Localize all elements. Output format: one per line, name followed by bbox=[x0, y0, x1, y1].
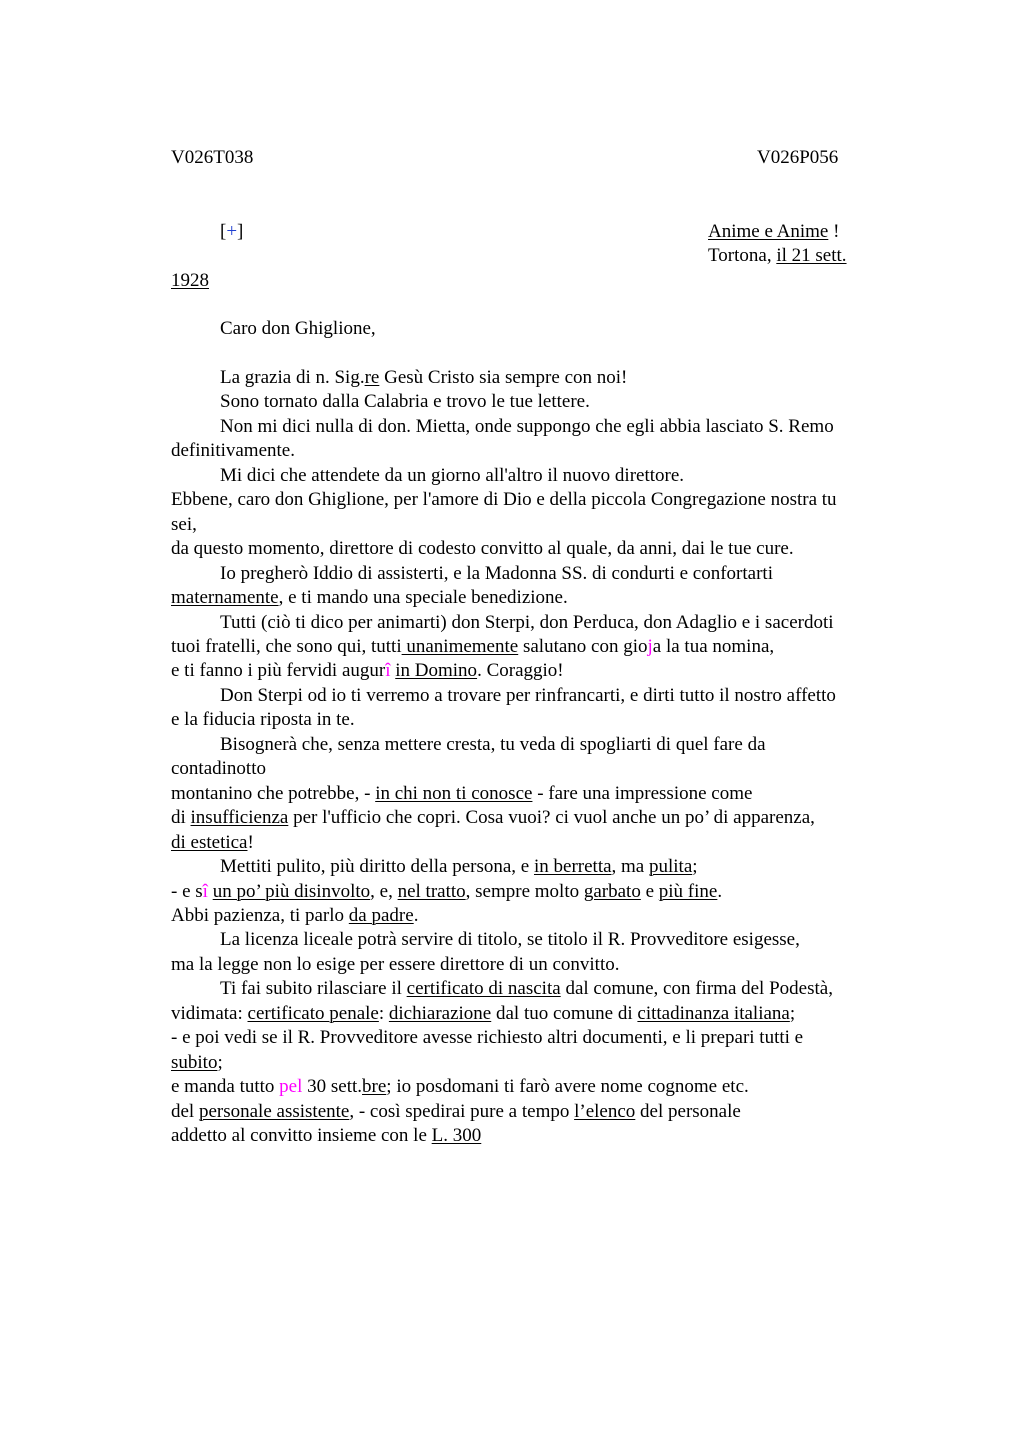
letter-title: Anime e Anime ! bbox=[708, 221, 840, 242]
body-line: montanino che potrebbe, - in chi non ti conosce - fare una impressione come bbox=[171, 782, 753, 804]
body-line: definitivamente. bbox=[171, 440, 295, 462]
letter-body bbox=[171, 366, 911, 1149]
body-line: maternamente, e ti mando una speciale benedizione. bbox=[171, 587, 568, 609]
body-line: La grazia di n. Sig.re Gesù Cristo sia sempre con noi! bbox=[220, 367, 628, 388]
body-line: addetto al convitto insieme con le L. 300 bbox=[171, 1125, 482, 1147]
body-line: Mi dici che attendete da un giorno all'altro il nuovo direttore. bbox=[220, 464, 685, 486]
body-line: Abbi pazienza, ti parlo da padre. bbox=[171, 904, 419, 926]
body-line: Ebbene, caro don Ghiglione, per l'amore di Dio e della piccola Congregazione nostra tu bbox=[171, 489, 837, 511]
document-code-right: V026P056 bbox=[757, 147, 839, 168]
body-line: La licenza liceale potrà servire di titolo, se titolo il R. Provveditore esigesse, bbox=[220, 929, 800, 951]
body-line: Bisognerà che, senza mettere cresta, tu veda di spogliarti di quel fare da bbox=[220, 733, 766, 755]
body-line: ma la legge non lo esige per essere direttore di un convitto. bbox=[171, 953, 620, 975]
body-line: di estetica! bbox=[171, 831, 254, 853]
body-line: Non mi dici nulla di don. Mietta, onde suppongo che egli abbia lasciato S. Remo bbox=[220, 415, 834, 437]
body-line: e la fiducia riposta in te. bbox=[171, 709, 355, 731]
body-line: contadinotto bbox=[171, 758, 266, 780]
body-line: Io pregherò Iddio di assisterti, e la Madonna SS. di condurti e confortarti bbox=[220, 562, 773, 584]
body-line: subito; bbox=[171, 1051, 223, 1073]
body-line: da questo momento, direttore di codesto convitto al quale, da anni, dai le tue cure. bbox=[171, 538, 794, 560]
body-line: Sono tornato dalla Calabria e trovo le tue lettere. bbox=[220, 391, 590, 413]
body-line: e ti fanno i più fervidi augurî in Domino. Coraggio! bbox=[171, 660, 564, 682]
body-line: e manda tutto pel 30 sett.bre; io posdomani ti farò avere nome cognome etc. bbox=[171, 1076, 749, 1098]
body-line: Tutti (ciò ti dico per animarti) don Sterpi, don Perduca, don Adaglio e i sacerdoti bbox=[220, 611, 834, 633]
document-code-left: V026T038 bbox=[171, 147, 254, 168]
body-line: tuoi fratelli, che sono qui, tutti unanimemente salutano con gioja la tua nomina, bbox=[171, 635, 775, 657]
letter-place-date: Tortona, il 21 sett. bbox=[708, 245, 847, 266]
body-line: del personale assistente, - così spedirai pure a tempo l’elenco del personale bbox=[171, 1100, 741, 1122]
body-line: - e poi vedi se il R. Provveditore avesse richiesto altri documenti, e li prepari tutti e bbox=[171, 1027, 804, 1049]
letter-year: 1928 bbox=[171, 270, 209, 291]
body-line: Don Sterpi od io ti verremo a trovare per rinfrancarti, e dirti tutto il nostro affetto bbox=[220, 684, 836, 706]
body-line: sei, bbox=[171, 513, 197, 535]
body-line: vidimata: certificato penale: dichiarazione dal tuo comune di cittadinanza italiana; bbox=[171, 1002, 796, 1024]
salutation: Caro don Ghiglione, bbox=[220, 318, 376, 339]
body-line: - e sî un po’ più disinvolto, e, nel tratto, sempre molto garbato e più fine. bbox=[171, 880, 723, 902]
cross-marker: [+] bbox=[220, 221, 244, 242]
body-line: Ti fai subito rilasciare il certificato di nascita dal comune, con firma del Podestà, bbox=[220, 978, 833, 1000]
cross-sign: + bbox=[226, 221, 238, 242]
body-line: di insufficienza per l'ufficio che copri. Cosa vuoi? ci vuol anche un po’ di apparenza, bbox=[171, 807, 815, 829]
body-line: Mettiti pulito, più diritto della persona, e in berretta, ma pulita; bbox=[220, 856, 698, 878]
